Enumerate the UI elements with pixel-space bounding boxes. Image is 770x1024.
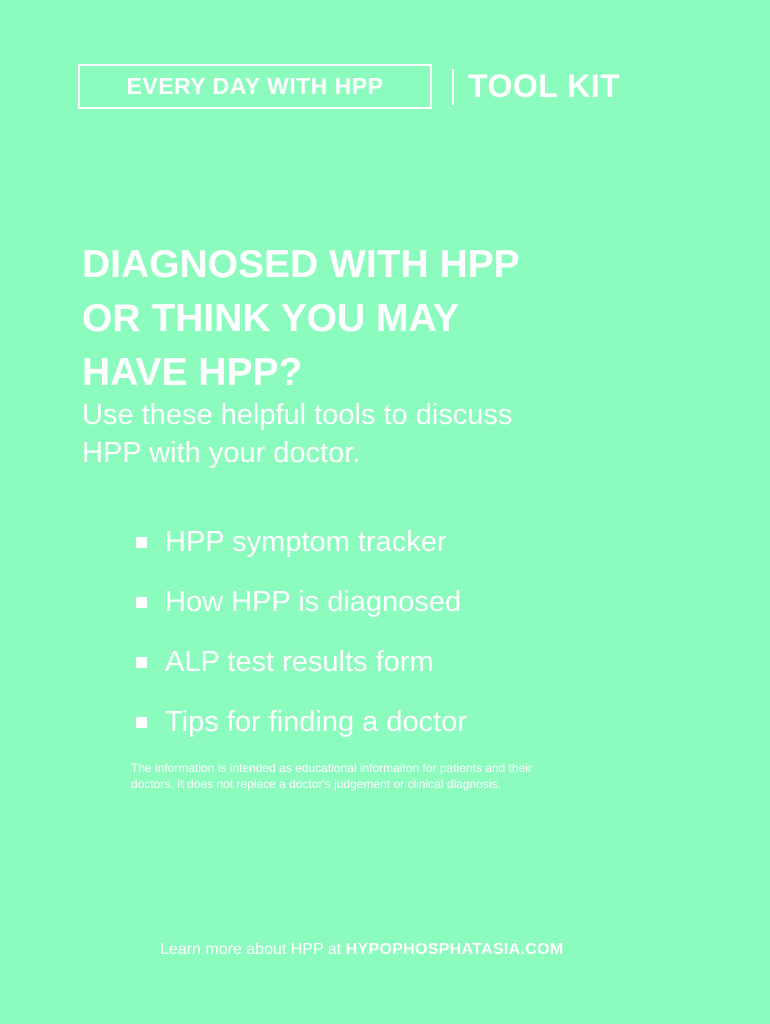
subheading-line: HPP with your doctor.	[82, 437, 361, 469]
headline-line: DIAGNOSED WITH HPP	[82, 243, 520, 286]
square-bullet-icon	[136, 657, 147, 668]
tool-label: Tips for finding a doctor	[165, 705, 467, 738]
tool-label: HPP symptom tracker	[165, 525, 447, 558]
tool-list	[136, 512, 467, 752]
tool-label: ALP test results form	[165, 645, 434, 678]
header-divider	[452, 69, 454, 105]
headline-line: OR THINK YOU MAY	[82, 297, 460, 340]
series-label: EVERY DAY WITH HPP	[126, 73, 384, 99]
square-bullet-icon	[136, 537, 147, 548]
square-bullet-icon	[136, 717, 147, 728]
disclaimer	[131, 760, 651, 792]
square-bullet-icon	[136, 597, 147, 608]
subheading	[82, 396, 682, 472]
header	[78, 64, 620, 109]
headline-line: HAVE HPP?	[82, 351, 303, 394]
tool-kit-title: TOOL KIT	[468, 68, 621, 104]
list-item	[136, 632, 467, 692]
footer	[160, 941, 563, 959]
series-label-box	[78, 64, 432, 109]
disclaimer-line: The information is intended as educational informaiton for patients and their	[131, 761, 532, 775]
website-link[interactable]: HYPOPHOSPHATASIA.COM	[345, 941, 564, 958]
list-item	[136, 512, 467, 572]
list-item	[136, 692, 467, 752]
tool-label: How HPP is diagnosed	[165, 585, 462, 618]
footer-text: Learn more about HPP at	[160, 941, 346, 958]
disclaimer-line: doctors. It does not replace a doctor's judgement or clinical diagnosis.	[131, 777, 501, 791]
headline	[82, 238, 702, 400]
subheading-line: Use these helpful tools to discuss	[82, 399, 513, 431]
list-item	[136, 572, 467, 632]
